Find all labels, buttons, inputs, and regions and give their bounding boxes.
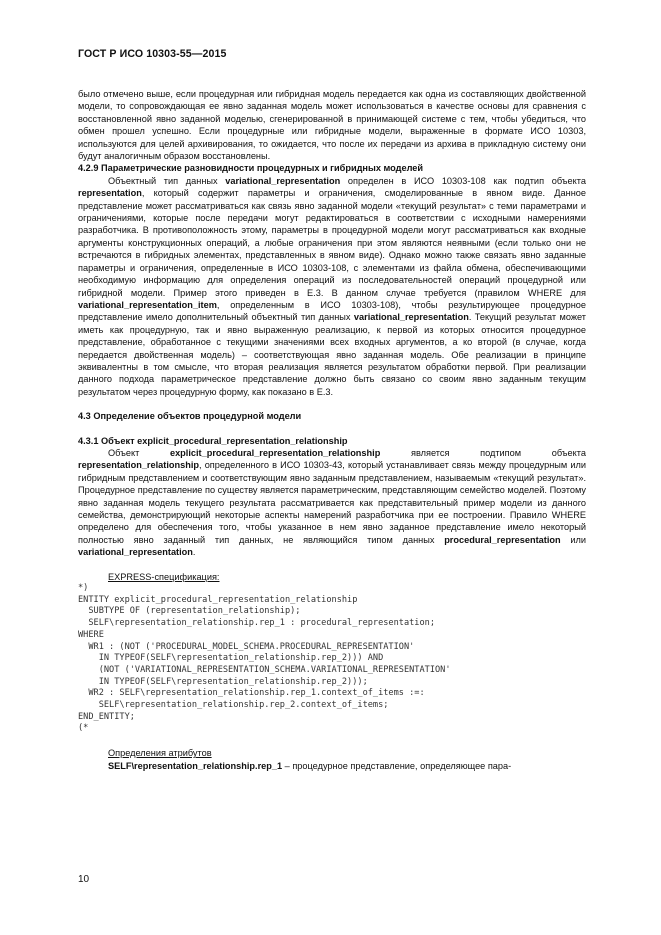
code-line: END_ENTITY; bbox=[78, 711, 135, 722]
section-4-2-9-heading: 4.2.9 Параметрические разновидности процедурных и гибридных моделей bbox=[78, 163, 424, 174]
term-representation-relationship: representation_relationship bbox=[78, 460, 199, 471]
term-procedural-representation: procedural_representation bbox=[444, 534, 561, 545]
attribute-definitions-label: Определения атрибутов bbox=[108, 748, 212, 759]
code-line: *) bbox=[78, 583, 89, 594]
code-line: SUBTYPE OF (representation_relationship); bbox=[78, 606, 301, 617]
code-line: WR1 : (NOT ('PROCEDURAL_MODEL_SCHEMA.PROCEDURAL_REPRESENTATION' bbox=[78, 641, 415, 652]
section-4-3-1-paragraph: Объект explicit_procedural_representation_relationship является подтипом объекта representation_relationship, определенного в ИСО 10303-43, который устанавливает связь между процедурным или гибридным представлением и соответствующим явно заданным представлением, называемым «текущий результат». Процедурное представление по существу является параметрическим, представляющим семейство моделей. Поэтому явно заданная модель текущего результата рассматривается как представительный пример модели из данного семейства, демонстрирующий некоторые аспекты намерений разработчика при ее построении. Правило WHERE определено для обеспечения того, чтобы указанное в нем явно заданное представление имело некоторый полностью явно заданный тип данных, не являющийся типом данных procedural_representation или variational_representation. bbox=[78, 447, 586, 558]
code-line: IN TYPEOF(SELF\representation_relationship.rep_2))); bbox=[78, 676, 368, 687]
standard-header: ГОСТ Р ИСО 10303-55—2015 bbox=[78, 48, 227, 60]
spacer bbox=[78, 398, 586, 410]
code-line: ENTITY explicit_procedural_representation_relationship bbox=[78, 594, 358, 605]
term-representation: representation bbox=[78, 188, 142, 199]
term-variational-representation-2: variational_representation bbox=[353, 312, 469, 323]
spacer bbox=[78, 735, 586, 747]
code-line: WR2 : SELF\representation_relationship.rep_1.context_of_items :=: bbox=[78, 688, 425, 699]
section-4-3-1-heading: 4.3.1 Объект explicit_procedural_representation_relationship bbox=[78, 435, 348, 446]
page-number: 10 bbox=[78, 874, 90, 885]
attribute-definition-paragraph: SELF\representation_relationship.rep_1 – процедурное представление, определяющее пара- bbox=[108, 760, 512, 771]
intro-paragraph: было отмечено выше, если процедурная или гибридная модель передается как одна из составляющих двойственной модели, то сопровождающая ее явно заданная модель может использоваться в качестве основы для сравнения с восстановленной явно заданной моделью, сгенерированной в принимающей системе с тем, чтобы убедиться, что обмен прошел успешно. Если процедурные или гибридные модели, выраженные в формате ИСО 10303, используются для целей архивирования, то ожидается, что после их передачи из архива в прикладную систему они будут аналогичным образом восстановлены. bbox=[78, 89, 586, 162]
spacer bbox=[78, 423, 586, 435]
code-line: SELF\representation_relationship.rep_1 : procedural_representation; bbox=[78, 618, 435, 629]
term-explicit-procedural-representation-relationship: explicit_procedural_representation_relationship bbox=[169, 447, 381, 458]
code-line: IN TYPEOF(SELF\representation_relationship.rep_2))) AND bbox=[78, 653, 384, 664]
term-variational-representation: variational_representation bbox=[225, 175, 341, 186]
section-4-2-9-paragraph: Объектный тип данных variational_representation определен в ИСО 10303-108 как подтип объекта representation, который содержит параметры и ограничения, смоделированные в явном виде. Данное представление может рассматриваться как связь явно заданной модели «текущий результат» с теми параметрами и ограничениями, которые после передачи могут редактироваться в соответствии с исходными намерениями разработчика. В противоположность этому, параметры в процедурной модели могут рассматриваться как входные аргументы конструкционных операций, а любые ограничения при этом являются неявными (если только они не встречаются в гибридных элементах, представленных в явном виде). Однако можно также связать явно заданные параметры и ограничения, определенные в ИСО 10303-108, с элементами из файла обмена, обеспечивающими необходимую информацию для определения операций из последовательностей операций процедурной или гибридной модели. Пример этого приведен в Е.3. В данном случае требуется (правилом WHERE для variational_representation_item, определенным в ИСО 10303-108), чтобы результирующее процедурное представление имело дополнительный объектный тип данных variational_representation. Текущий результат может иметь как процедурную, так и явно выраженную реализацию, к первой из которых относится процедурное представление, обработанное с текущими значениями всех входных аргументов, а ко второй (в случае, когда передается двойственная модель) – соответствующая явно заданная модель. Обе реализации в принципе эквивалентны в том смысле, что вторая реализация является результатом обработки первой. При реализации данного подхода параметрическое представление должно быть связано со своим явно заданным текущим результатом через процедурную форму, как показано в Е.3. bbox=[78, 175, 587, 397]
code-line: SELF\representation_relationship.rep_2.context_of_items; bbox=[78, 700, 389, 711]
spacer bbox=[78, 559, 586, 571]
page-body bbox=[78, 88, 586, 772]
code-line: (NOT ('VARIATIONAL_REPRESENTATION_SCHEMA.VARIATIONAL_REPRESENTATION' bbox=[78, 664, 451, 675]
term-variational-representation-item: variational_representation_item bbox=[78, 299, 217, 310]
section-4-3-heading: 4.3 Определение объектов процедурной модели bbox=[78, 411, 302, 422]
express-spec-label: EXPRESS-спецификация: bbox=[108, 571, 220, 582]
term-variational-representation-3: variational_representation bbox=[78, 547, 193, 558]
code-line: (* bbox=[78, 723, 89, 734]
express-code-block bbox=[78, 583, 586, 735]
term-rep-1: SELF\representation_relationship.rep_1 bbox=[108, 760, 283, 771]
code-line: WHERE bbox=[78, 629, 104, 640]
